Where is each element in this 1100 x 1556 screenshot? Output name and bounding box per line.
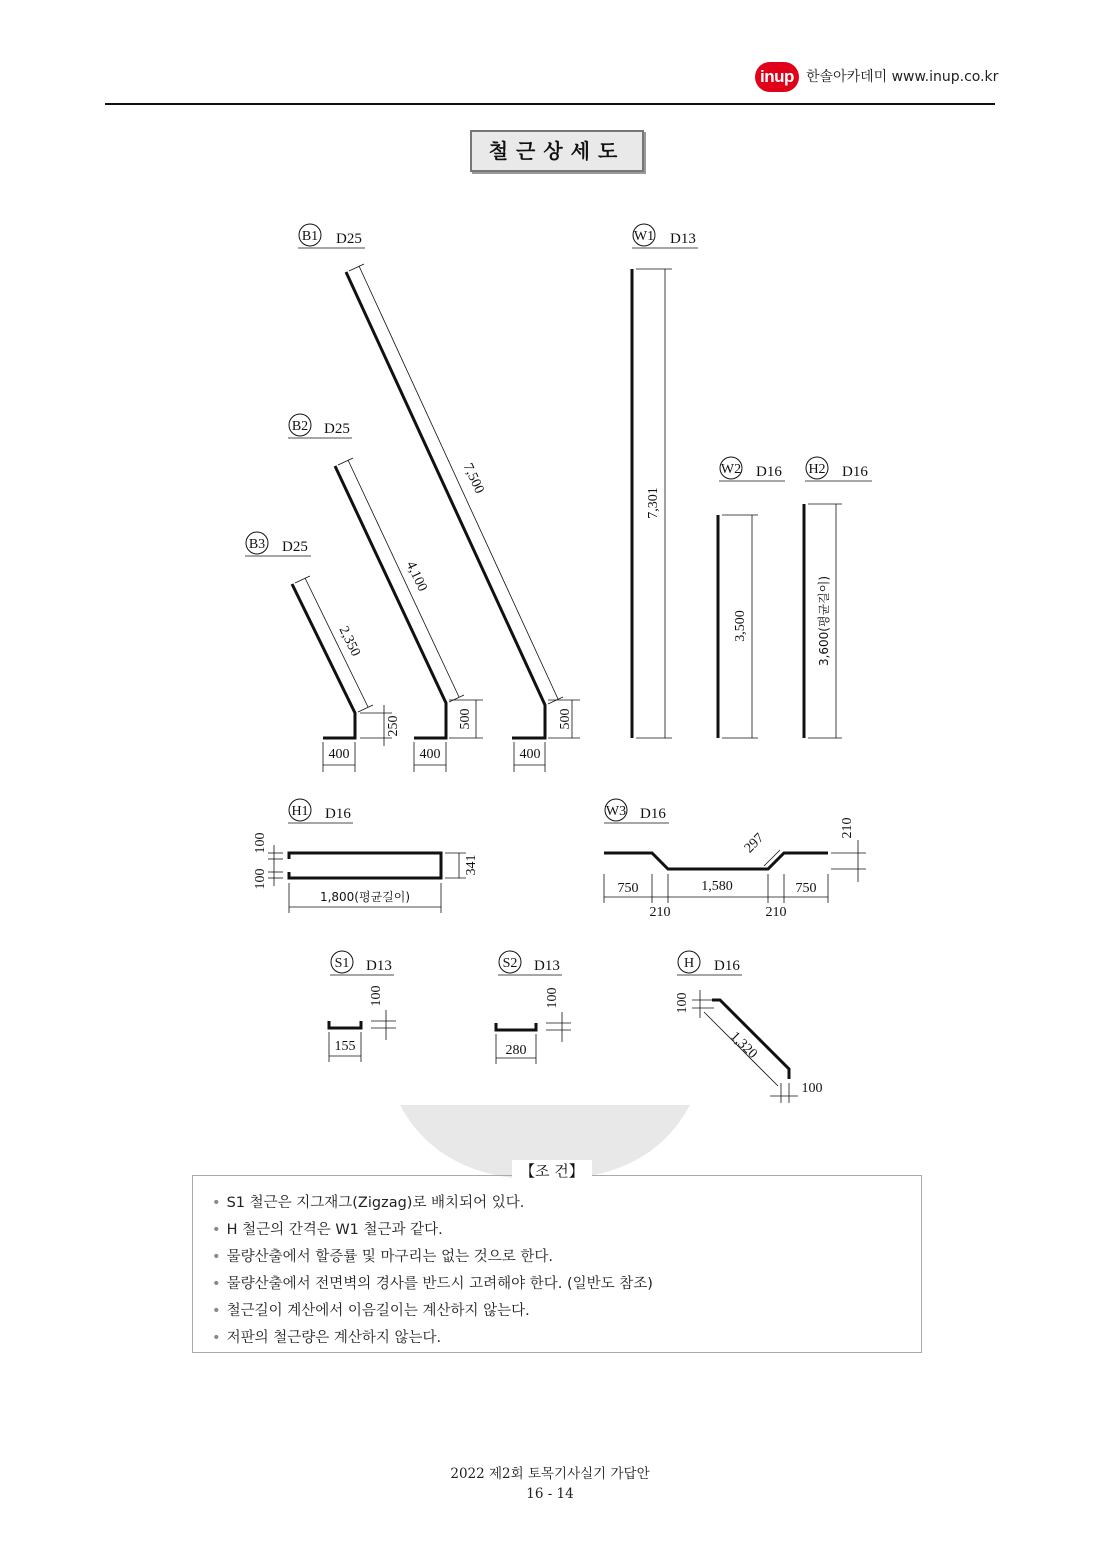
dia-S2: D13 xyxy=(534,958,560,974)
dim-H1-hook-top: 100 xyxy=(253,832,268,854)
condition-item: • 물량산출에서 전면벽의 경사를 반드시 고려해야 한다. (일반도 참조) xyxy=(212,1271,653,1298)
dim-W3-run-right: 210 xyxy=(765,905,787,920)
condition-item: • 물량산출에서 할증률 및 마구리는 없는 것으로 한다. xyxy=(212,1244,653,1271)
mark-B3: B3 xyxy=(248,537,266,552)
bar-H2 xyxy=(804,457,872,738)
dim-W3-run-left: 210 xyxy=(649,905,671,920)
dim-S2-hook: 100 xyxy=(545,987,560,1009)
conditions-list xyxy=(212,1190,653,1352)
condition-item: • H 철근의 간격은 W1 철근과 같다. xyxy=(212,1217,653,1244)
condition-item: • 저판의 철근량은 계산하지 않는다. xyxy=(212,1325,653,1352)
bar-B3 xyxy=(245,532,392,772)
dia-H1: D16 xyxy=(325,806,351,822)
dia-H: D16 xyxy=(714,958,740,974)
dim-W3-right: 750 xyxy=(795,881,817,896)
mark-B1: B1 xyxy=(301,229,319,244)
dim-B1-foot: 400 xyxy=(519,747,541,762)
condition-item: • 철근길이 계산에서 이음길이는 계산하지 않는다. xyxy=(212,1298,653,1325)
dia-W1: D13 xyxy=(670,231,696,247)
conditions-title: 【조 건】 xyxy=(512,1160,592,1181)
mark-W3: W3 xyxy=(605,804,627,819)
dia-H2: D16 xyxy=(842,464,868,480)
dim-S2-length: 280 xyxy=(505,1043,527,1058)
dia-W2: D16 xyxy=(756,464,782,480)
dim-B1-leg: 500 xyxy=(558,708,573,730)
dia-B3: D25 xyxy=(282,539,308,555)
bar-W1 xyxy=(632,224,698,738)
condition-item: • S1 철근은 지그재그(Zigzag)로 배치되어 있다. xyxy=(212,1190,653,1217)
dim-H-length: 1,320 xyxy=(727,1029,760,1062)
dia-B1: D25 xyxy=(336,231,362,247)
dim-B3-leg: 250 xyxy=(386,715,401,737)
dia-W3: D16 xyxy=(640,806,666,822)
dim-W3-slope: 297 xyxy=(741,830,768,857)
mark-W1: W1 xyxy=(633,229,655,244)
mark-H2: H2 xyxy=(808,462,826,477)
dim-W3-rise: 210 xyxy=(840,817,855,839)
dim-W3-middle: 1,580 xyxy=(701,879,733,894)
dim-W2-length: 3,500 xyxy=(733,610,748,642)
page-title: 철근상세도 xyxy=(470,130,644,172)
dim-H1-length: 1,800(평균길이) xyxy=(319,890,411,904)
dim-B3-length: 2,350 xyxy=(335,624,363,659)
dim-B2-leg: 500 xyxy=(458,708,473,730)
mark-H1: H1 xyxy=(291,804,309,819)
footer-exam-title: 2022 제2회 토목기사실기 가답안 xyxy=(450,1466,650,1482)
header-site-text: 한솔아카데미 www.inup.co.kr xyxy=(806,69,999,85)
mark-B2: B2 xyxy=(291,419,309,434)
dim-B2-length: 4,100 xyxy=(402,559,430,594)
dim-H1-hook-bottom: 100 xyxy=(253,868,268,890)
dim-H-hook: 100 xyxy=(675,992,690,1014)
dim-S1-hook: 100 xyxy=(369,985,384,1007)
dim-B3-foot: 400 xyxy=(328,747,350,762)
dim-S1-length: 155 xyxy=(334,1039,356,1054)
mark-W2: W2 xyxy=(720,462,742,477)
mark-S2: S2 xyxy=(502,956,518,971)
footer-page-number: 16 - 14 xyxy=(526,1486,574,1502)
dim-H1-height: 341 xyxy=(464,854,479,876)
dim-W1-length: 7,301 xyxy=(646,487,661,519)
dim-B1-length: 7,500 xyxy=(459,461,487,496)
dia-B2: D25 xyxy=(324,421,350,437)
mark-H: H xyxy=(683,956,695,971)
inup-logo: inup xyxy=(755,62,799,92)
bar-W2 xyxy=(718,457,785,738)
dim-H2-length: 3,600(평균길이) xyxy=(817,575,831,667)
dim-H-end: 100 xyxy=(801,1081,823,1096)
dim-W3-left: 750 xyxy=(617,881,639,896)
dia-S1: D13 xyxy=(366,958,392,974)
dim-B2-foot: 400 xyxy=(419,747,441,762)
mark-S1: S1 xyxy=(334,956,350,971)
